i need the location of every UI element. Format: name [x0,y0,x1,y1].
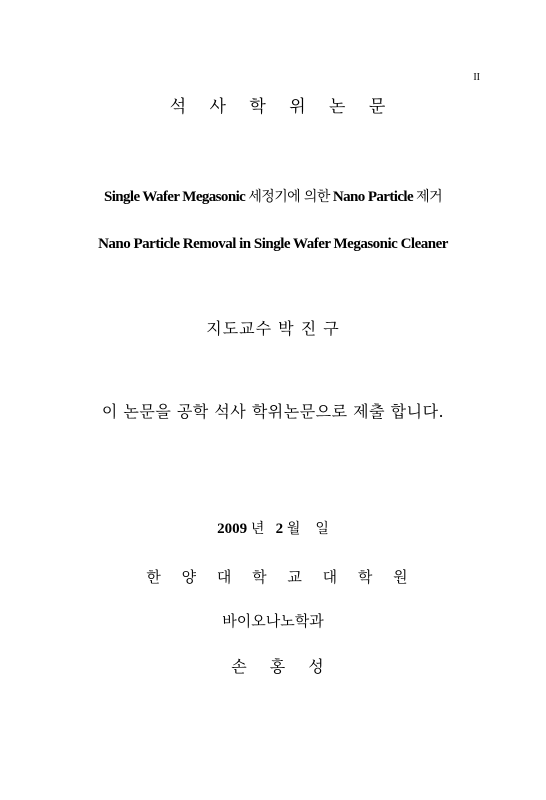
page-number: II [473,72,480,83]
date-year-unit: 년 [250,521,265,537]
department-name: 바이오나노학과 [222,612,324,630]
thesis-title-ko-part3: Nano Particle [332,189,414,205]
advisor-line: 지도교수 박 진 구 [206,319,340,338]
date-day-unit: 일 [315,521,329,537]
thesis-title-ko-part1: Single Wafer Megasonic [103,189,246,205]
thesis-title-ko-part2: 세정기에 의한 [248,189,330,205]
date-month: 2 [275,521,284,537]
thesis-title-english: Nano Particle Removal in Single Wafer Megasonic Cleaner [98,236,448,252]
degree-title: 석 사 학 위 논 문 [169,97,395,117]
date-month-unit: 월 [286,521,301,537]
submission-date [0,518,546,538]
thesis-title-korean [0,186,546,206]
author-name: 손 홍 성 [231,657,333,676]
university-name: 한 양 대 학 교 대 학 원 [146,568,416,586]
date-year: 2009 [217,521,248,537]
thesis-title-ko-part4: 제거 [416,189,443,205]
submission-statement: 이 논문을 공학 석사 학위논문으로 제출 합니다. [101,402,445,421]
